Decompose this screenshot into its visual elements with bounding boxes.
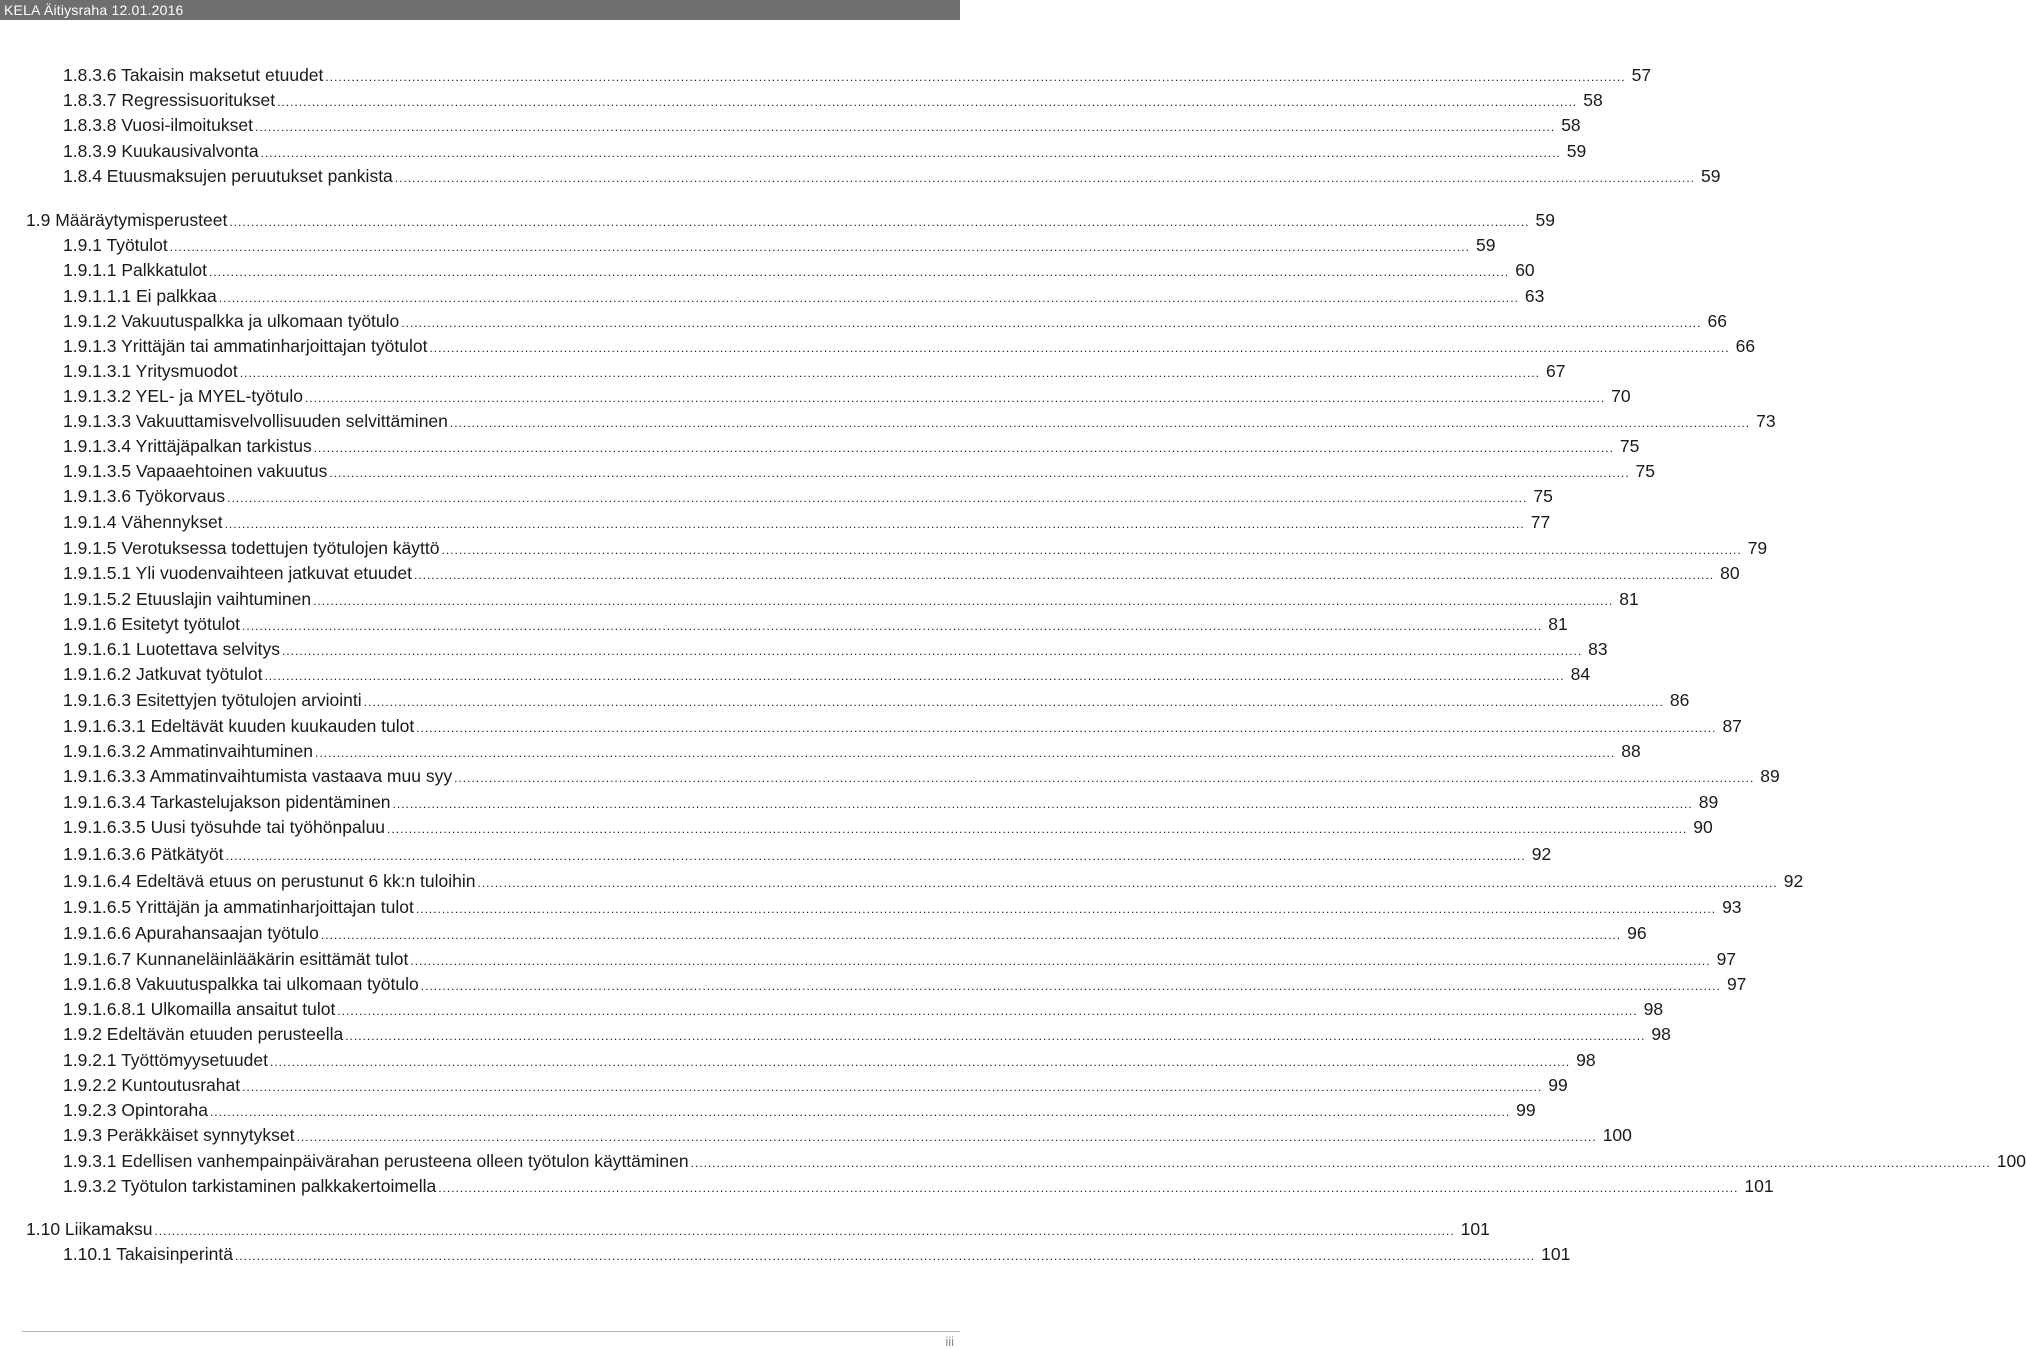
document-header-title: KELA Äitiysraha 12.01.2016 xyxy=(4,2,184,18)
toc-leader-dots: ............................................................................................................................................................................................................................................................................................................ xyxy=(169,240,1470,254)
toc-entry[interactable] xyxy=(63,1150,2026,1174)
toc-entry[interactable] xyxy=(63,715,1742,739)
toc-entry[interactable] xyxy=(63,638,1608,662)
toc-entry[interactable] xyxy=(63,998,1664,1022)
toc-entry[interactable] xyxy=(63,791,1719,815)
toc-entry[interactable] xyxy=(63,285,1545,309)
toc-entry[interactable] xyxy=(63,89,1603,113)
toc-entry[interactable] xyxy=(63,1124,1632,1148)
toc-entry[interactable] xyxy=(63,140,1587,164)
toc-entry-title: 1.9.2.1 Työttömyysetuudet xyxy=(63,1050,268,1070)
toc-entry-page: 63 xyxy=(1524,286,1545,306)
toc-entry-title: 1.9.1.6.3.4 Tarkastelujakson pidentäminen xyxy=(63,792,391,812)
toc-leader-dots: ............................................................................................................................................................................................................................................................................................................ xyxy=(410,954,1711,968)
toc-entry-page: 100 xyxy=(1996,1151,2026,1171)
toc-entry-page: 59 xyxy=(1475,235,1496,255)
toc-entry[interactable] xyxy=(63,613,1568,637)
toc-entry[interactable] xyxy=(63,485,1553,509)
toc-leader-dots: ............................................................................................................................................................................................................................................................................................................ xyxy=(313,441,1614,455)
toc-leader-dots: ............................................................................................................................................................................................................................................................................................................ xyxy=(269,1055,1571,1069)
toc-leader-dots: ............................................................................................................................................................................................................................................................................................................ xyxy=(234,1249,1536,1263)
toc-entry-page: 98 xyxy=(1576,1050,1596,1070)
toc-entry[interactable] xyxy=(63,360,1566,384)
toc-entry-page: 73 xyxy=(1756,411,1776,431)
toc-entry[interactable] xyxy=(63,165,1721,189)
toc-entry-title: 1.9.1.6.6 Apurahansaajan työtulo xyxy=(63,923,319,943)
toc-entry-page: 58 xyxy=(1561,115,1581,135)
toc-entry-title: 1.9.1.3.3 Vakuuttamisvelvollisuuden selvittäminen xyxy=(63,411,448,431)
toc-entry[interactable] xyxy=(63,310,1727,334)
toc-leader-dots: ............................................................................................................................................................................................................................................................................................................ xyxy=(690,1156,1991,1170)
toc-entry[interactable] xyxy=(63,1175,1774,1199)
toc-entry-page: 99 xyxy=(1548,1075,1568,1095)
toc-leader-dots: ............................................................................................................................................................................................................................................................................................................ xyxy=(281,644,1583,658)
toc-entry-page: 81 xyxy=(1548,614,1568,634)
toc-entry-title: 1.9.1.6.3.3 Ammatinvaihtumista vastaava muu syy xyxy=(63,766,453,786)
toc-leader-dots: ............................................................................................................................................................................................................................................................................................................ xyxy=(229,215,1530,229)
toc-entry[interactable] xyxy=(63,64,1652,88)
toc-entry-page: 98 xyxy=(1643,999,1664,1019)
toc-entry-page: 75 xyxy=(1635,461,1656,481)
toc-leader-dots: ............................................................................................................................................................................................................................................................................................................ xyxy=(209,1105,1511,1119)
toc-entry-title: 1.10 Liikamaksu xyxy=(26,1219,153,1239)
toc-entry-page: 100 xyxy=(1602,1125,1632,1145)
toc-leader-dots: ............................................................................................................................................................................................................................................................................................................ xyxy=(255,120,1556,134)
footer-divider xyxy=(22,1331,960,1332)
toc-entry-title: 1.9.1.3.6 Työkorvaus xyxy=(63,486,226,506)
toc-entry-title: 1.9.1.1.1 Ei palkkaa xyxy=(63,286,217,306)
toc-entry-page: 59 xyxy=(1701,166,1721,186)
toc-entry[interactable] xyxy=(63,537,1768,561)
toc-entry-page: 57 xyxy=(1631,65,1652,85)
toc-entry-page: 77 xyxy=(1530,512,1551,532)
toc-entry-page: 89 xyxy=(1760,766,1780,786)
toc-leader-dots: ............................................................................................................................................................................................................................................................................................................ xyxy=(387,822,1688,836)
toc-entry-page: 75 xyxy=(1619,436,1640,456)
toc-entry[interactable] xyxy=(63,588,1639,612)
toc-entry-title: 1.9.1.6.3 Esitettyjen työtulojen arviointi xyxy=(63,690,362,710)
toc-leader-dots: ............................................................................................................................................................................................................................................................................................................ xyxy=(449,416,1751,430)
toc-entry-title: 1.8.4 Etuusmaksujen peruutukset pankista xyxy=(63,166,393,186)
toc-leader-dots: ............................................................................................................................................................................................................................................................................................................ xyxy=(242,619,1543,633)
toc-entry-title: 1.9.1.6.5 Yrittäjän ja ammatinharjoittajan tulot xyxy=(63,897,414,917)
toc-leader-dots: ............................................................................................................................................................................................................................................................................................................ xyxy=(277,95,1578,109)
toc-entry-title: 1.9.1.3.1 Yritysmuodot xyxy=(63,361,238,381)
toc-entry-title: 1.9.1.5.2 Etuuslajin vaihtuminen xyxy=(63,589,312,609)
toc-entry-title: 1.9.1.6 Esitetyt työtulot xyxy=(63,614,241,634)
toc-leader-dots: ............................................................................................................................................................................................................................................................................................................ xyxy=(242,1080,1543,1094)
toc-entry-page: 101 xyxy=(1744,1176,1774,1196)
toc-entry[interactable] xyxy=(63,410,1776,434)
toc-entry-title: 1.8.3.6 Takaisin maksetut etuudet xyxy=(63,65,324,85)
toc-entry-page: 96 xyxy=(1627,923,1647,943)
toc-entry-title: 1.9.2.2 Kuntoutusrahat xyxy=(63,1075,241,1095)
toc-entry-title: 1.9.3.1 Edellisen vanhempainpäivärahan perusteena olleen työtulon käyttäminen xyxy=(63,1151,689,1171)
toc-entry-page: 87 xyxy=(1722,716,1742,736)
toc-leader-dots: ............................................................................................................................................................................................................................................................................................................ xyxy=(345,1029,1646,1043)
toc-entry-page: 92 xyxy=(1531,844,1552,864)
toc-entry-title: 1.9.1.6.8.1 Ulkomailla ansaitut tulot xyxy=(63,999,336,1019)
toc-entry[interactable] xyxy=(63,973,1747,997)
toc-leader-dots: ............................................................................................................................................................................................................................................................................................................ xyxy=(264,669,1565,683)
toc-entry-page: 84 xyxy=(1570,664,1591,684)
toc-entry[interactable] xyxy=(63,1023,1671,1047)
toc-entry-page: 58 xyxy=(1583,90,1603,110)
toc-leader-dots: ............................................................................................................................................................................................................................................................................................................ xyxy=(416,721,1717,735)
toc-entry[interactable] xyxy=(63,562,1740,586)
toc-entry[interactable] xyxy=(63,435,1640,459)
toc-entry[interactable] xyxy=(63,511,1551,535)
toc-leader-dots: ............................................................................................................................................................................................................................................................................................................ xyxy=(313,594,1614,608)
toc-leader-dots: ............................................................................................................................................................................................................................................................................................................ xyxy=(315,746,1616,760)
toc-leader-dots: ............................................................................................................................................................................................................................................................................................................ xyxy=(401,316,1702,330)
toc-entry[interactable] xyxy=(63,1099,1536,1123)
toc-entry-page: 90 xyxy=(1693,817,1713,837)
toc-leader-dots: ............................................................................................................................................................................................................................................................................................................ xyxy=(394,171,1695,185)
toc-entry-title: 1.8.3.8 Vuosi-ilmoitukset xyxy=(63,115,253,135)
toc-entry-page: 98 xyxy=(1651,1024,1671,1044)
toc-leader-dots: ............................................................................................................................................................................................................................................................................................................ xyxy=(329,466,1630,480)
toc-entry[interactable] xyxy=(63,460,1656,484)
toc-leader-dots: ............................................................................................................................................................................................................................................................................................................ xyxy=(337,1004,1638,1018)
toc-entry-page: 59 xyxy=(1535,210,1556,230)
toc-leader-dots: ............................................................................................................................................................................................................................................................................................................ xyxy=(224,517,1525,531)
toc-entry-page: 66 xyxy=(1707,311,1727,331)
toc-entry-page: 97 xyxy=(1716,949,1737,969)
toc-leader-dots: ............................................................................................................................................................................................................................................................................................................ xyxy=(225,849,1526,863)
toc-entry-title: 1.9.1.3.4 Yrittäjäpalkan tarkistus xyxy=(63,436,312,456)
toc-entry-page: 67 xyxy=(1545,361,1566,381)
toc-leader-dots: ............................................................................................................................................................................................................................................................................................................ xyxy=(296,1130,1597,1144)
toc-entry-title: 1.9.1.4 Vähennykset xyxy=(63,512,223,532)
toc-leader-dots: ............................................................................................................................................................................................................................................................................................................ xyxy=(325,70,1626,84)
toc-entry[interactable] xyxy=(63,922,1647,946)
toc-entry-title: 1.9.1 Työtulot xyxy=(63,235,168,255)
toc-entry-title: 1.9.1.6.3.5 Uusi työsuhde tai työhönpaluu xyxy=(63,817,386,837)
toc-entry-title: 1.8.3.9 Kuukausivalvonta xyxy=(63,141,259,161)
toc-entry-page: 97 xyxy=(1726,974,1747,994)
toc-leader-dots: ............................................................................................................................................................................................................................................................................................................ xyxy=(420,979,1721,993)
toc-entry-page: 86 xyxy=(1669,690,1690,710)
toc-entry-title: 1.9.1.2 Vakuutuspalkka ja ulkomaan työtulo xyxy=(63,311,400,331)
toc-leader-dots: ............................................................................................................................................................................................................................................................................................................ xyxy=(363,695,1664,709)
toc-entry-page: 81 xyxy=(1619,589,1639,609)
toc-leader-dots: ............................................................................................................................................................................................................................................................................................................ xyxy=(218,291,1519,305)
toc-entry-page: 88 xyxy=(1621,741,1641,761)
toc-entry-title: 1.9.3 Peräkkäiset synnytykset xyxy=(63,1125,295,1145)
toc-entry-page: 89 xyxy=(1698,792,1719,812)
toc-entry-title: 1.9.1.3 Yrittäjän tai ammatinharjoittajan työtulot xyxy=(63,336,428,356)
toc-entry-title: 1.9.2.3 Opintoraha xyxy=(63,1100,208,1120)
toc-leader-dots: ............................................................................................................................................................................................................................................................................................................ xyxy=(239,366,1540,380)
toc-entry[interactable] xyxy=(63,816,1713,840)
toc-entry-title: 1.9.1.6.1 Luotettava selvitys xyxy=(63,639,280,659)
toc-entry-title: 1.9.1.1 Palkkatulot xyxy=(63,260,207,280)
toc-entry-title: 1.9.1.5.1 Yli vuodenvaihteen jatkuvat etuudet xyxy=(63,563,412,583)
toc-leader-dots: ............................................................................................................................................................................................................................................................................................................ xyxy=(154,1224,1455,1238)
toc-entry-title: 1.9.2 Edeltävän etuuden perusteella xyxy=(63,1024,344,1044)
toc-entry[interactable] xyxy=(26,209,1556,233)
toc-leader-dots: ............................................................................................................................................................................................................................................................................................................ xyxy=(227,491,1528,505)
toc-leader-dots: ............................................................................................................................................................................................................................................................................................................ xyxy=(260,146,1561,160)
toc-entry[interactable] xyxy=(63,335,1756,359)
toc-entry[interactable] xyxy=(63,234,1496,258)
toc-entry[interactable] xyxy=(63,948,1737,972)
toc-leader-dots: ............................................................................................................................................................................................................................................................................................................ xyxy=(429,341,1730,355)
toc-entry-page: 59 xyxy=(1566,141,1587,161)
toc-leader-dots: ............................................................................................................................................................................................................................................................................................................ xyxy=(454,771,1755,785)
toc-leader-dots: ............................................................................................................................................................................................................................................................................................................ xyxy=(304,391,1606,405)
toc-entry[interactable] xyxy=(63,870,1804,894)
toc-leader-dots: ............................................................................................................................................................................................................................................................................................................ xyxy=(415,902,1717,916)
toc-entry[interactable] xyxy=(63,689,1690,713)
toc-entry-title: 1.9.1.6.8 Vakuutuspalkka tai ulkomaan työtulo xyxy=(63,974,419,994)
toc-entry-title: 1.8.3.7 Regressisuoritukset xyxy=(63,90,276,110)
toc-entry[interactable] xyxy=(63,385,1631,409)
toc-entry[interactable] xyxy=(26,1218,1490,1242)
toc-entry-title: 1.9.1.6.7 Kunnaneläinlääkärin esittämät tulot xyxy=(63,949,409,969)
toc-entry[interactable] xyxy=(63,896,1742,920)
toc-entry-title: 1.9.1.6.3.1 Edeltävät kuuden kuukauden tulot xyxy=(63,716,415,736)
toc-entry-page: 70 xyxy=(1611,386,1631,406)
toc-entry-page: 92 xyxy=(1783,871,1804,891)
toc-entry-title: 1.9.1.3.5 Vapaaehtoinen vakuutus xyxy=(63,461,328,481)
toc-entry-title: 1.9.1.6.3.6 Pätkätyöt xyxy=(63,844,224,864)
toc-entry-page: 79 xyxy=(1747,538,1768,558)
toc-entry[interactable] xyxy=(63,259,1535,283)
toc-leader-dots: ............................................................................................................................................................................................................................................................................................................ xyxy=(413,568,1715,582)
toc-entry[interactable] xyxy=(63,740,1641,764)
toc-entry-page: 80 xyxy=(1720,563,1740,583)
toc-entry-title: 1.9.1.5 Verotuksessa todettujen työtulojen käyttö xyxy=(63,538,440,558)
toc-leader-dots: ............................................................................................................................................................................................................................................................................................................ xyxy=(438,1181,1739,1195)
toc-entry-title: 1.9.3.2 Työtulon tarkistaminen palkkakertoimella xyxy=(63,1176,437,1196)
toc-entry-title: 1.9.1.6.3.2 Ammatinvaihtuminen xyxy=(63,741,314,761)
toc-entry[interactable] xyxy=(63,114,1581,138)
toc-entry-page: 93 xyxy=(1722,897,1742,917)
toc-entry[interactable] xyxy=(63,1049,1596,1073)
toc-entry-title: 1.9.1.3.2 YEL- ja MYEL-työtulo xyxy=(63,386,303,406)
page-number: iii xyxy=(945,1334,954,1349)
toc-leader-dots: ............................................................................................................................................................................................................................................................................................................ xyxy=(208,265,1510,279)
toc-entry-page: 101 xyxy=(1460,1219,1490,1239)
toc-entry[interactable] xyxy=(63,765,1780,789)
toc-entry-page: 99 xyxy=(1516,1100,1536,1120)
toc-entry[interactable] xyxy=(63,1243,1571,1267)
toc-entry-title: 1.9.1.6.2 Jatkuvat työtulot xyxy=(63,664,263,684)
toc-entry-page: 101 xyxy=(1541,1244,1571,1264)
toc-leader-dots: ............................................................................................................................................................................................................................................................................................................ xyxy=(477,876,1778,890)
toc-entry[interactable] xyxy=(63,843,1552,867)
toc-entry-page: 83 xyxy=(1588,639,1608,659)
toc-entry[interactable] xyxy=(63,663,1591,687)
toc-entry-page: 75 xyxy=(1533,486,1553,506)
toc-leader-dots: ............................................................................................................................................................................................................................................................................................................ xyxy=(441,543,1742,557)
toc-leader-dots: ............................................................................................................................................................................................................................................................................................................ xyxy=(392,797,1693,811)
toc-entry-page: 60 xyxy=(1515,260,1535,280)
toc-entry-title: 1.9.1.6.4 Edeltävä etuus on perustunut 6 kk:n tuloihin xyxy=(63,871,476,891)
toc-entry[interactable] xyxy=(63,1074,1568,1098)
toc-entry-title: 1.9 Määräytymisperusteet xyxy=(26,210,228,230)
toc-entry-page: 66 xyxy=(1735,336,1756,356)
toc-entry-title: 1.10.1 Takaisinperintä xyxy=(63,1244,233,1264)
toc-leader-dots: ............................................................................................................................................................................................................................................................................................................ xyxy=(320,928,1622,942)
